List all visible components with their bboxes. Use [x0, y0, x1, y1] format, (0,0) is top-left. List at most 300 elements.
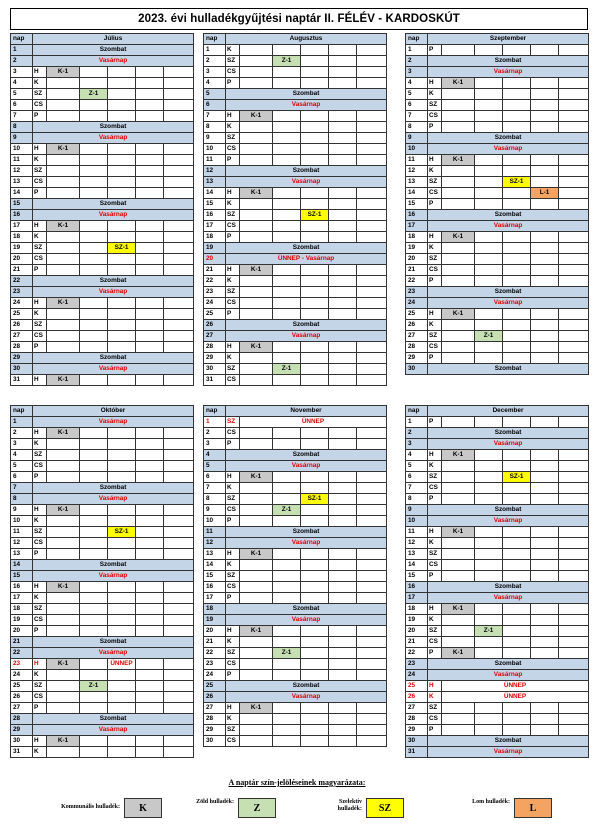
collection-cell	[136, 320, 164, 331]
weekday-abbr: P	[428, 648, 442, 659]
collection-cell	[80, 111, 108, 122]
day-number: 16	[11, 210, 33, 221]
collection-cell	[47, 265, 80, 276]
weekday-abbr: H	[226, 626, 240, 637]
saturday-label: Szombat	[226, 527, 387, 538]
weekday-abbr: P	[428, 45, 442, 56]
day-number: 10	[406, 516, 428, 527]
day-row	[204, 67, 387, 78]
day-row	[406, 439, 589, 450]
weekday-abbr: K	[226, 637, 240, 648]
collection-cell	[301, 659, 329, 670]
day-number: 26	[11, 320, 33, 331]
collection-cell	[531, 637, 559, 648]
collection-cell	[164, 736, 194, 747]
weekday-abbr: K	[428, 89, 442, 100]
legend-item	[0, 798, 594, 820]
sunday-label: Vasárnap	[226, 692, 387, 703]
collection-cell	[47, 450, 80, 461]
collection-cell	[503, 232, 531, 243]
day-row	[204, 494, 387, 505]
day-number: 15	[11, 199, 33, 210]
saturday-label: Szombat	[428, 428, 589, 439]
day-number: 8	[406, 494, 428, 505]
collection-cell	[559, 417, 589, 428]
day-number: 8	[11, 494, 33, 505]
collection-cell	[273, 210, 301, 221]
collection-l: L-1	[531, 188, 559, 199]
collection-cell	[136, 604, 164, 615]
collection-cell	[80, 549, 108, 560]
collection-cell	[559, 703, 589, 714]
day-row	[406, 166, 589, 177]
collection-cell	[164, 243, 194, 254]
collection-cell	[559, 166, 589, 177]
day-number: 2	[406, 56, 428, 67]
day-row	[11, 243, 194, 254]
weekday-abbr: SZ	[428, 472, 442, 483]
collection-cell	[136, 375, 164, 386]
weekday-abbr: P	[33, 549, 47, 560]
day-row	[406, 144, 589, 155]
collection-cell	[47, 166, 80, 177]
day-row	[204, 155, 387, 166]
collection-cell	[357, 626, 387, 637]
collection-cell	[108, 375, 136, 386]
day-row	[406, 353, 589, 364]
collection-cell	[80, 604, 108, 615]
sunday-label: Vasárnap	[33, 287, 194, 298]
day-number: 29	[406, 353, 428, 364]
day-row	[204, 505, 387, 516]
day-number: 31	[11, 375, 33, 386]
collection-cell	[357, 133, 387, 144]
collection-cell	[273, 133, 301, 144]
weekday-abbr: K	[33, 747, 47, 758]
month-name: Október	[33, 406, 194, 417]
collection-cell	[357, 428, 387, 439]
collection-cell	[531, 703, 559, 714]
day-row	[204, 342, 387, 353]
weekday-abbr: H	[33, 221, 47, 232]
day-row	[11, 516, 194, 527]
collection-cell	[164, 177, 194, 188]
day-row	[11, 428, 194, 439]
collection-cell	[357, 648, 387, 659]
weekday-abbr: SZ	[33, 166, 47, 177]
day-row	[406, 681, 589, 692]
day-number: 7	[11, 483, 33, 494]
day-row	[204, 681, 387, 692]
day-row	[11, 604, 194, 615]
day-row	[11, 133, 194, 144]
collection-cell	[301, 309, 329, 320]
weekday-abbr: CS	[33, 100, 47, 111]
collection-cell	[47, 232, 80, 243]
collection-cell	[442, 560, 475, 571]
collection-cell	[503, 331, 531, 342]
day-number: 15	[406, 199, 428, 210]
day-number: 9	[406, 133, 428, 144]
weekday-abbr: SZ	[33, 681, 47, 692]
day-row	[11, 56, 194, 67]
day-number: 30	[11, 736, 33, 747]
collection-cell	[329, 78, 357, 89]
weekday-abbr: K	[33, 439, 47, 450]
collection-cell	[240, 155, 273, 166]
weekday-abbr: H	[33, 582, 47, 593]
day-row	[11, 593, 194, 604]
collection-cell	[357, 571, 387, 582]
collection-cell	[531, 615, 559, 626]
day-row	[11, 122, 194, 133]
saturday-label: Szombat	[226, 320, 387, 331]
collection-cell	[301, 483, 329, 494]
collection-cell	[442, 45, 475, 56]
collection-cell	[47, 670, 80, 681]
collection-cell	[80, 692, 108, 703]
collection-cell	[164, 155, 194, 166]
collection-cell	[80, 177, 108, 188]
day-row	[204, 538, 387, 549]
day-row	[204, 243, 387, 254]
day-number: 1	[406, 417, 428, 428]
day-number: 30	[204, 736, 226, 747]
collection-cell	[80, 166, 108, 177]
collection-cell	[531, 626, 559, 637]
sunday-label: Vasárnap	[33, 725, 194, 736]
collection-cell	[108, 472, 136, 483]
collection-cell	[503, 571, 531, 582]
collection-cell	[329, 670, 357, 681]
collection-cell	[240, 483, 273, 494]
collection-cell	[503, 714, 531, 725]
day-row	[11, 736, 194, 747]
collection-cell	[559, 309, 589, 320]
collection-cell	[531, 78, 559, 89]
collection-cell	[301, 188, 329, 199]
day-row	[406, 133, 589, 144]
collection-cell	[47, 243, 80, 254]
collection-cell	[108, 155, 136, 166]
collection-cell	[475, 725, 503, 736]
collection-cell	[164, 439, 194, 450]
weekday-abbr: H	[33, 375, 47, 386]
collection-cell	[475, 648, 503, 659]
day-number: 4	[406, 78, 428, 89]
day-row	[406, 177, 589, 188]
collection-cell	[136, 659, 164, 670]
collection-cell	[503, 417, 531, 428]
day-number: 8	[11, 122, 33, 133]
sunday-label: Vasárnap	[226, 461, 387, 472]
collection-cell	[273, 221, 301, 232]
collection-cell	[47, 100, 80, 111]
day-row	[406, 56, 589, 67]
collection-cell	[108, 615, 136, 626]
collection-cell	[80, 505, 108, 516]
weekday-abbr: K	[33, 593, 47, 604]
sunday-label: Vasárnap	[226, 177, 387, 188]
collection-cell	[164, 461, 194, 472]
collection-cell	[273, 670, 301, 681]
collection-cell	[559, 276, 589, 287]
header-nap: nap	[406, 406, 428, 417]
collection-cell	[531, 472, 559, 483]
collection-cell	[503, 111, 531, 122]
collection-cell	[329, 122, 357, 133]
saturday-label: Szombat	[33, 276, 194, 287]
collection-cell	[164, 670, 194, 681]
day-row	[11, 439, 194, 450]
day-number: 2	[204, 56, 226, 67]
collection-cell	[475, 254, 503, 265]
weekday-abbr: H	[33, 428, 47, 439]
saturday-label: Szombat	[226, 89, 387, 100]
collection-k: K-1	[240, 703, 273, 714]
weekday-abbr: CS	[428, 560, 442, 571]
day-row	[406, 648, 589, 659]
collection-cell	[136, 221, 164, 232]
collection-cell	[559, 331, 589, 342]
collection-cell	[559, 243, 589, 254]
weekday-abbr: H	[226, 342, 240, 353]
day-number: 7	[204, 483, 226, 494]
collection-cell	[559, 648, 589, 659]
day-number: 5	[204, 461, 226, 472]
collection-cell	[531, 243, 559, 254]
collection-cell	[273, 549, 301, 560]
collection-cell	[108, 692, 136, 703]
sunday-label: Vasárnap	[428, 747, 589, 758]
collection-cell	[475, 615, 503, 626]
month-header	[204, 34, 387, 45]
weekday-abbr: CS	[33, 177, 47, 188]
day-row	[406, 276, 589, 287]
day-number: 23	[11, 659, 33, 670]
collection-cell	[475, 494, 503, 505]
collection-cell	[357, 736, 387, 747]
weekday-abbr: SZ	[226, 364, 240, 375]
collection-cell	[240, 221, 273, 232]
collection-cell	[164, 166, 194, 177]
weekday-abbr: P	[428, 353, 442, 364]
day-row	[204, 45, 387, 56]
day-row	[406, 331, 589, 342]
day-row	[406, 122, 589, 133]
collection-cell	[357, 560, 387, 571]
collection-cell	[559, 155, 589, 166]
collection-cell	[47, 516, 80, 527]
sunday-label: Vasárnap	[33, 571, 194, 582]
day-number: 26	[204, 692, 226, 703]
collection-cell	[273, 571, 301, 582]
day-number: 18	[11, 604, 33, 615]
weekday-abbr: K	[33, 309, 47, 320]
day-row	[204, 637, 387, 648]
month-table	[405, 33, 589, 375]
day-row	[406, 298, 589, 309]
day-number: 21	[204, 637, 226, 648]
collection-cell	[108, 232, 136, 243]
collection-cell	[503, 527, 531, 538]
collection-cell	[503, 243, 531, 254]
saturday-label: Szombat	[33, 353, 194, 364]
collection-cell	[301, 144, 329, 155]
collection-cell	[47, 538, 80, 549]
sunday-label: Vasárnap	[33, 648, 194, 659]
collection-cell	[559, 254, 589, 265]
collection-cell	[475, 177, 503, 188]
day-row	[406, 155, 589, 166]
collection-cell	[357, 593, 387, 604]
day-number: 23	[204, 287, 226, 298]
collection-cell	[80, 309, 108, 320]
day-row	[11, 637, 194, 648]
collection-cell	[442, 714, 475, 725]
collection-cell	[240, 298, 273, 309]
collection-cell	[164, 78, 194, 89]
collection-cell	[531, 89, 559, 100]
day-number: 25	[204, 309, 226, 320]
day-row	[204, 428, 387, 439]
day-number: 4	[11, 450, 33, 461]
collection-cell	[475, 309, 503, 320]
collection-cell	[108, 626, 136, 637]
collection-cell	[108, 604, 136, 615]
sunday-label: Vasárnap	[428, 593, 589, 604]
saturday-label: Szombat	[428, 582, 589, 593]
collection-cell	[503, 265, 531, 276]
weekday-abbr: H	[428, 232, 442, 243]
collection-sz: SZ-1	[108, 527, 136, 538]
collection-cell	[80, 461, 108, 472]
collection-cell	[503, 155, 531, 166]
collection-cell	[442, 276, 475, 287]
collection-cell	[503, 494, 531, 505]
day-row	[204, 210, 387, 221]
day-number: 12	[406, 538, 428, 549]
collection-cell	[301, 298, 329, 309]
collection-cell	[47, 331, 80, 342]
day-row	[11, 747, 194, 758]
sunday-label: Vasárnap	[428, 144, 589, 155]
collection-cell	[559, 538, 589, 549]
collection-cell	[47, 439, 80, 450]
collection-cell	[442, 626, 475, 637]
collection-cell	[531, 342, 559, 353]
collection-cell	[559, 604, 589, 615]
weekday-abbr: K	[428, 461, 442, 472]
holiday-label: ÜNNEP	[442, 692, 589, 703]
month-2	[203, 33, 387, 386]
collection-cell	[136, 243, 164, 254]
sunday-label: Vasárnap	[33, 210, 194, 221]
weekday-abbr: CS	[33, 615, 47, 626]
collection-cell	[240, 439, 273, 450]
day-row	[406, 560, 589, 571]
collection-cell	[531, 648, 559, 659]
collection-cell	[531, 571, 559, 582]
collection-cell	[273, 342, 301, 353]
day-number: 22	[204, 276, 226, 287]
day-row	[11, 298, 194, 309]
collection-cell	[136, 298, 164, 309]
collection-cell	[475, 276, 503, 287]
weekday-abbr: H	[33, 659, 47, 670]
collection-k: K-1	[240, 342, 273, 353]
collection-sz: SZ-1	[503, 177, 531, 188]
collection-cell	[329, 472, 357, 483]
collection-k: K-1	[47, 582, 80, 593]
day-number: 27	[204, 331, 226, 342]
collection-cell	[475, 703, 503, 714]
collection-cell	[357, 67, 387, 78]
collection-cell	[503, 199, 531, 210]
collection-cell	[301, 276, 329, 287]
collection-cell	[475, 604, 503, 615]
collection-cell	[164, 320, 194, 331]
day-row	[11, 461, 194, 472]
collection-cell	[80, 254, 108, 265]
day-number: 23	[204, 659, 226, 670]
collection-cell	[301, 287, 329, 298]
day-number: 17	[11, 221, 33, 232]
day-number: 7	[11, 111, 33, 122]
collection-cell	[136, 670, 164, 681]
day-row	[406, 670, 589, 681]
weekday-abbr: CS	[428, 483, 442, 494]
weekday-abbr: SZ	[428, 703, 442, 714]
collection-cell	[136, 439, 164, 450]
day-number: 11	[204, 155, 226, 166]
day-row	[406, 527, 589, 538]
weekday-abbr: H	[33, 298, 47, 309]
weekday-abbr: K	[33, 78, 47, 89]
day-number: 31	[406, 747, 428, 758]
collection-cell	[240, 571, 273, 582]
collection-cell	[559, 637, 589, 648]
collection-cell	[357, 287, 387, 298]
collection-cell	[503, 276, 531, 287]
day-row	[11, 67, 194, 78]
collection-cell	[503, 100, 531, 111]
collection-cell	[531, 538, 559, 549]
collection-cell	[108, 736, 136, 747]
collection-cell	[559, 494, 589, 505]
collection-cell	[559, 111, 589, 122]
weekday-abbr: SZ	[428, 549, 442, 560]
day-number: 24	[406, 670, 428, 681]
day-row	[406, 265, 589, 276]
collection-cell	[273, 472, 301, 483]
collection-cell	[164, 747, 194, 758]
collection-k: K-1	[442, 604, 475, 615]
collection-cell	[329, 221, 357, 232]
day-row	[204, 364, 387, 375]
collection-k: K-1	[240, 549, 273, 560]
collection-cell	[503, 615, 531, 626]
collection-cell	[136, 505, 164, 516]
collection-cell	[559, 472, 589, 483]
collection-cell	[164, 538, 194, 549]
collection-cell	[503, 626, 531, 637]
day-number: 5	[204, 89, 226, 100]
collection-cell	[357, 221, 387, 232]
collection-cell	[357, 439, 387, 450]
day-number: 27	[11, 331, 33, 342]
collection-cell	[80, 78, 108, 89]
